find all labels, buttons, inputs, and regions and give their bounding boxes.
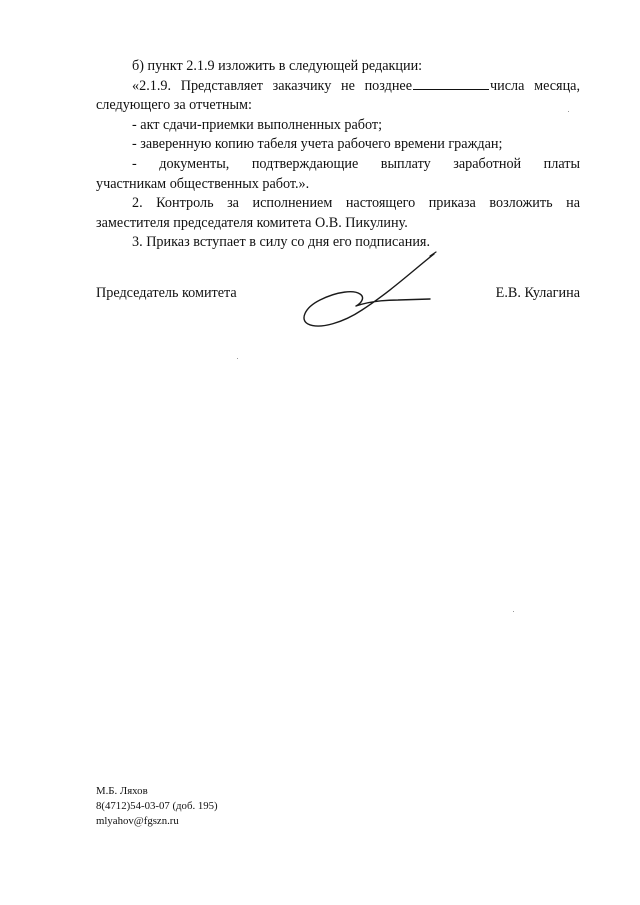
paragraph-b-text: б) пункт 2.1.9 изложить в следующей редакции:	[132, 58, 423, 74]
list-item-documents-line1: - документы, подтверждающие выплату заработной платы	[132, 155, 580, 172]
list-item	[96, 135, 580, 155]
scan-speck	[237, 358, 238, 359]
executor-email: mlyahov@fgszn.ru	[96, 815, 179, 827]
point-2-text: 2. Контроль за исполнением настоящего приказа возложить на заместителя председателя комитета О.В. Пикулину.	[96, 195, 580, 231]
scan-speck	[513, 611, 514, 612]
signatory-position: Председатель комитета	[96, 285, 237, 301]
executor-name: М.Б. Ляхов	[96, 785, 148, 797]
list-item-timesheet: - заверенную копию табеля учета рабочего времени граждан;	[132, 136, 503, 153]
executor-info	[96, 784, 218, 829]
signature-image	[298, 246, 448, 336]
executor-phone: 8(4712)54-03-07 (доб. 195)	[96, 800, 218, 812]
list-item-documents-line2: участникам общественных работ.».	[96, 175, 310, 192]
clause-text-part1: «2.1.9. Представляет заказчику не позднее	[132, 77, 413, 94]
list-item-continuation	[96, 175, 580, 195]
paragraph-b	[96, 57, 580, 77]
list-item	[96, 155, 580, 175]
list-item-act: - акт сдачи-приемки выполненных работ;	[132, 116, 383, 133]
signatory-name: Е.В. Кулагина	[495, 285, 580, 301]
point-3-text: 3. Приказ вступает в силу со дня его подписания.	[132, 234, 430, 251]
clause-2-1-9	[96, 77, 580, 116]
paragraph-point-2	[96, 194, 580, 233]
scan-speck	[568, 111, 569, 112]
clause-text-part2: числа месяца, следующего за отчетным:	[96, 77, 580, 114]
list-item	[96, 116, 580, 136]
blank-line	[413, 77, 489, 90]
document-body	[96, 57, 580, 253]
